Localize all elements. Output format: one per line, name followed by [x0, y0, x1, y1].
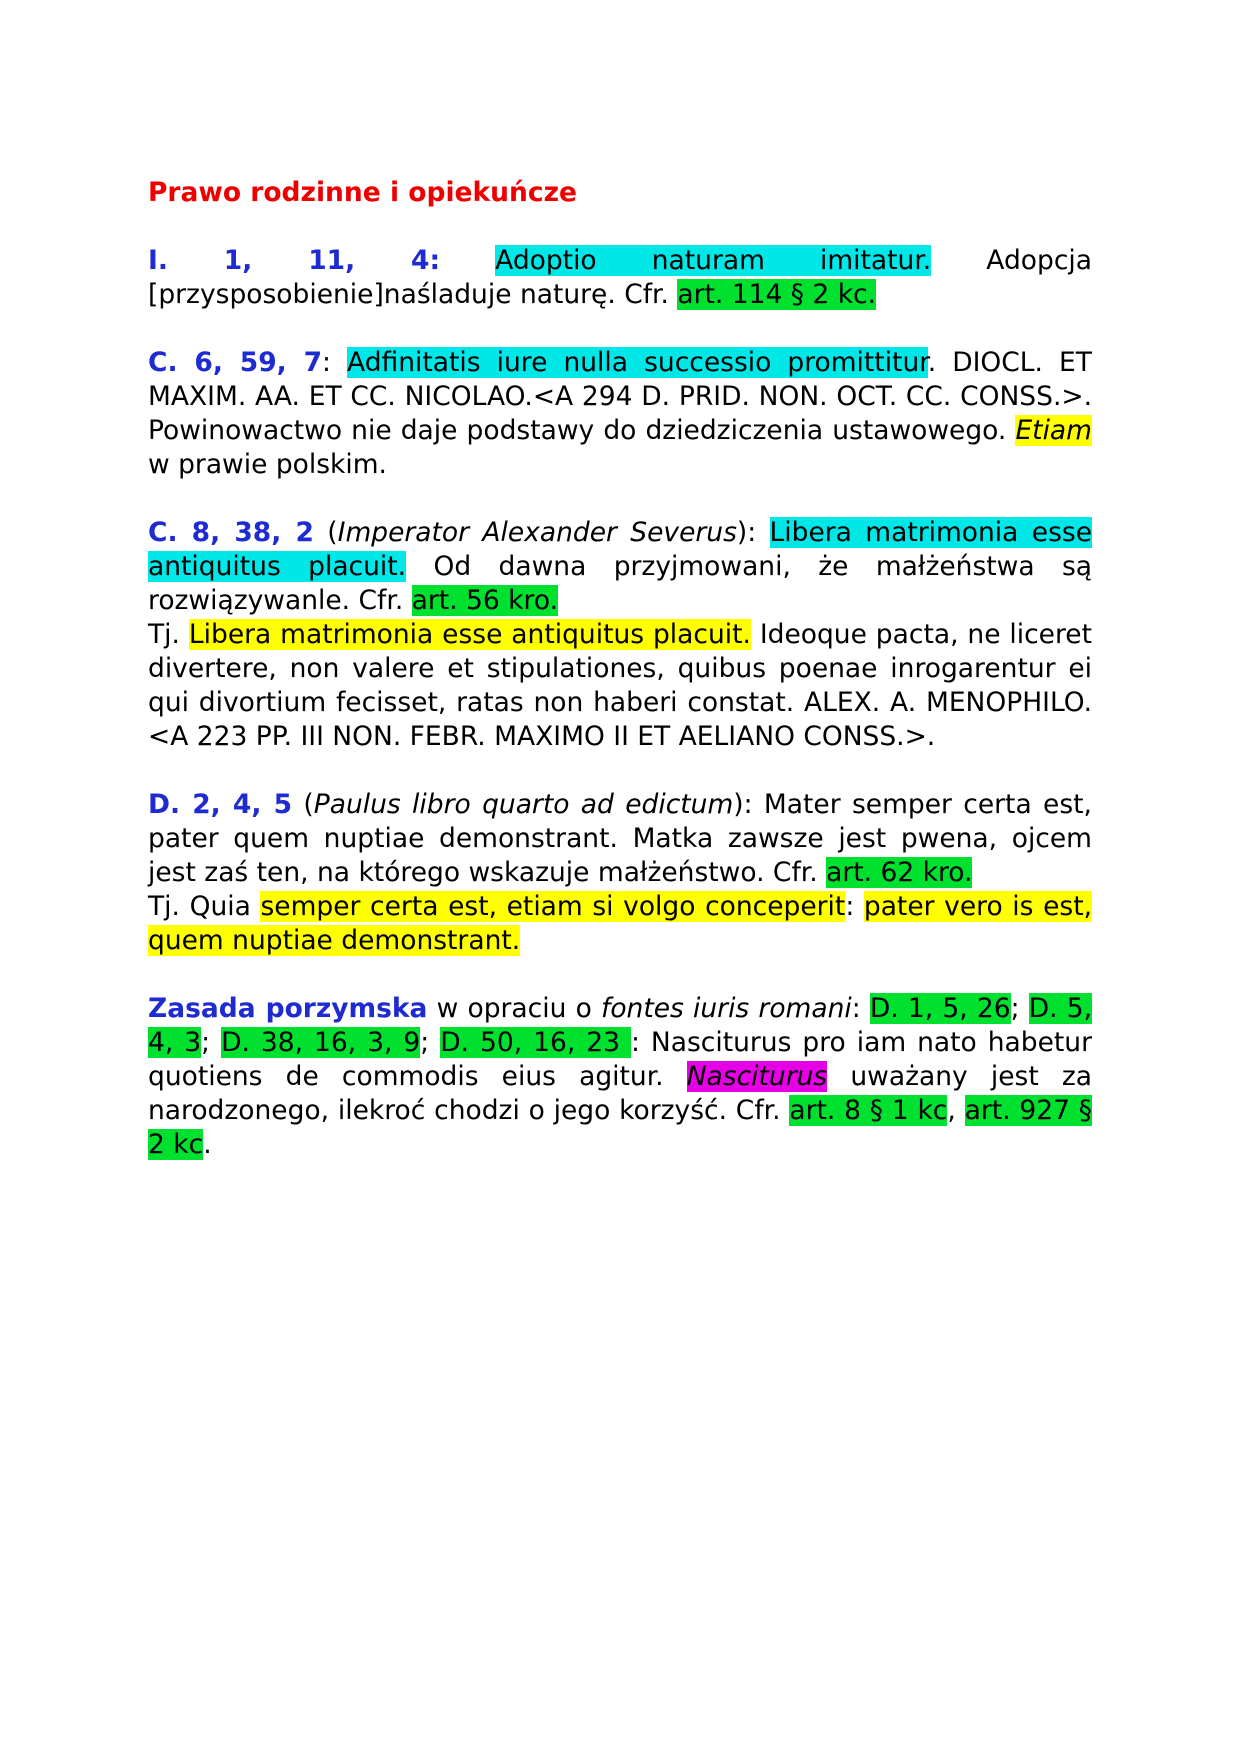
entry-text: Mater semper certa est, pater quem nuptiae demonstrant. Matka zawsze jest pwena, ojcem jest zaś ten, na którego wskazuje małżeństwo. Cfr. — [148, 789, 1092, 888]
author-name: Imperator Alexander Severus — [337, 517, 737, 548]
source-reference: D. 2, 4, 5 — [148, 789, 293, 820]
separator: ; — [1010, 993, 1029, 1024]
separator: ; — [201, 1027, 222, 1058]
source-reference: I. 1, 11, 4: — [148, 245, 441, 276]
statute-article-highlight: art. 114 § 2 kc. — [677, 279, 877, 310]
entry-text: Od dawna przyjmowani, że małżeństwa są rozwiązywanle. Cfr. — [148, 551, 1092, 616]
fontes-term: fontes iuris romani — [600, 993, 852, 1024]
terminal-period: . — [203, 1129, 212, 1160]
tj-label: Tj. — [148, 619, 189, 650]
statute-article-highlight: art. 62 kro. — [826, 857, 973, 888]
separator: : — [322, 347, 348, 378]
statute-article-highlight: art. 8 § 1 kc — [789, 1095, 948, 1126]
entry-text: Ideoque pacta, ne liceret divertere, non valere et stipulationes, quibus poenae inrogarentur ei qui divortium fecisset, ratas non haberi constat. ALEX. A. MENOPHILO. <A 223 PP. III NON. FEBR. MAXIMO II ET AELIANO CONSS.>. — [148, 619, 1092, 752]
entry-adfinitatis — [148, 346, 1092, 482]
latin-quote-highlight: Libera matrimonia esse antiquitus placuit. — [188, 619, 751, 650]
entry-nasciturus — [148, 992, 1092, 1162]
entry-mater-semper-certa — [148, 788, 1092, 890]
latin-quote-highlight: pater vero is est, quem nuptiae demonstrant. — [148, 891, 1093, 956]
entry-adoptio — [148, 244, 1092, 312]
source-reference: C. 8, 38, 2 — [148, 517, 314, 548]
entry-mater-semper-certa-full-text — [148, 890, 1092, 958]
paren-open: ( — [313, 517, 338, 548]
entry-text: w opraciu o — [427, 993, 601, 1024]
etiam-highlight: Etiam — [1015, 415, 1092, 446]
paren-close: ): — [736, 517, 770, 548]
digest-citation-highlight: D. 5, 4, 3 — [148, 993, 1092, 1058]
separator: ; — [420, 1027, 441, 1058]
document-page — [148, 176, 1092, 1196]
entry-text: : Nasciturus pro iam nato habetur quotiens de commodis eius agitur. — [148, 1027, 1092, 1092]
separator: : — [845, 891, 864, 922]
digest-citation-highlight: D. 50, 16, 23 — [440, 1027, 631, 1058]
statute-article-highlight: art. 56 kro. — [411, 585, 559, 616]
entry-text: . DIOCL. ET MAXIM. AA. ET CC. NICOLAO.<A 294 D. PRID. NON. OCT. CC. CONSS.>. Powinowactwo nie daje podstawy do dziedziczenia ustawowego. — [148, 347, 1092, 446]
separator: : — [851, 993, 870, 1024]
digest-citation-highlight: D. 38, 16, 3, 9 — [221, 1027, 421, 1058]
tj-label: Tj. Quia — [148, 891, 261, 922]
separator: , — [947, 1095, 965, 1126]
paren-open: ( — [292, 789, 314, 820]
latin-maxim-highlight: Adfinitatis iure nulla successio promittitur — [347, 347, 928, 378]
latin-quote-highlight: semper certa est, etiam si volgo conceperit — [260, 891, 846, 922]
entry-libera-matrimonia — [148, 516, 1092, 618]
entry-text: Adopcja [przysposobienie]naśladuje naturę. Cfr. — [148, 245, 1092, 310]
source-reference: Zasada porzymska — [148, 993, 428, 1024]
nasciturus-highlight: Nasciturus — [686, 1061, 828, 1092]
statute-article-highlight: art. 927 § 2 kc — [148, 1095, 1092, 1160]
paren-close: ): — [733, 789, 764, 820]
author-name: Paulus libro quarto ad edictum — [313, 789, 734, 820]
entry-text: w prawie polskim. — [148, 449, 387, 480]
entry-text: uważany jest za narodzonego, ilekroć chodzi o jego korzyść. Cfr. — [148, 1061, 1093, 1126]
digest-citation-highlight: D. 1, 5, 26 — [869, 993, 1011, 1024]
entry-libera-matrimonia-full-text — [148, 618, 1092, 754]
latin-maxim-highlight: Libera matrimonia esse antiquitus placuit. — [148, 517, 1092, 582]
page-title: Prawo rodzinne i opiekuńcze — [148, 177, 577, 208]
latin-maxim-highlight: Adoptio naturam imitatur. — [495, 245, 932, 276]
source-reference: C. 6, 59, 7 — [148, 347, 323, 378]
